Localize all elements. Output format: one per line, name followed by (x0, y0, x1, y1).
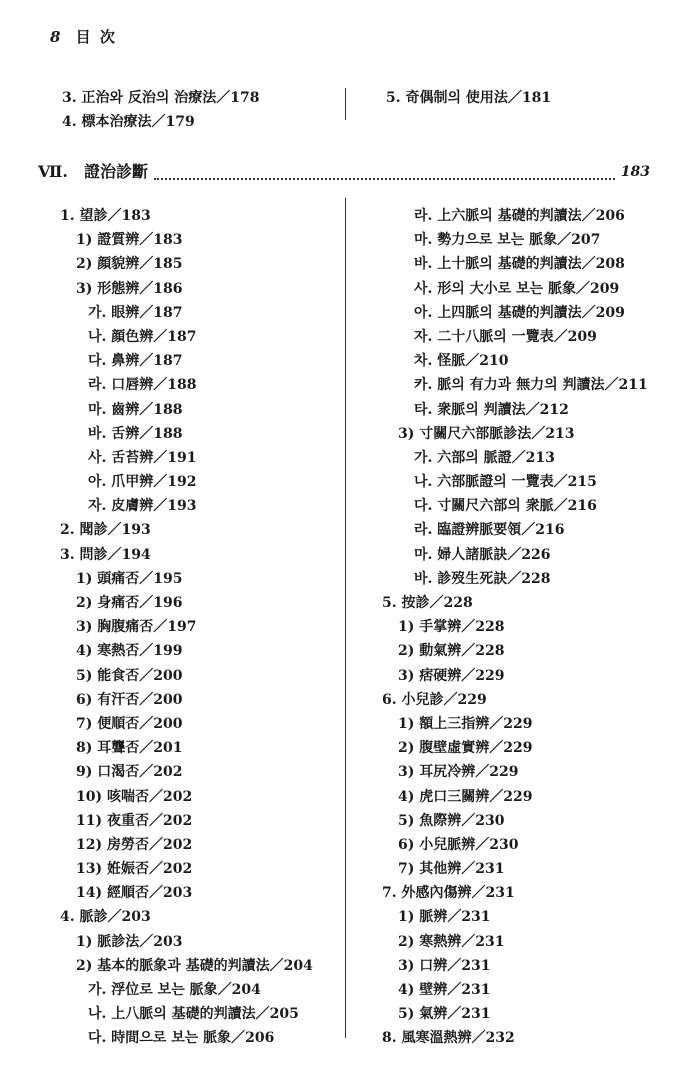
toc-entry: 차. 怪脈／210 (414, 353, 509, 370)
toc-entry: 4) 壁辨／231 (398, 982, 491, 998)
toc-entry: 4) 寒熱否／199 (76, 643, 183, 660)
header-title: 目 次 (75, 28, 117, 46)
toc-entry: 3) 痞硬辨／229 (398, 667, 505, 684)
toc-entry: 11) 夜重否／202 (76, 812, 193, 829)
toc-entry: 다. 時間으로 보는 脈象／206 (88, 1030, 275, 1047)
toc-entry: 3. 問診／194 (60, 546, 151, 563)
toc-entry: 가. 浮位로 보는 脈象／204 (88, 982, 261, 998)
toc-entry: 바. 上十脈의 基礎的判讀法／208 (414, 256, 625, 273)
toc-entry: 6) 小兒脈辨／230 (398, 836, 519, 853)
toc-entry: 아. 爪甲辨／192 (88, 474, 197, 491)
toc-entry: 8) 耳聾否／201 (76, 740, 183, 757)
page-header (50, 26, 117, 47)
chapter-heading (38, 158, 650, 186)
toc-entry: 5. 按診／228 (382, 595, 473, 611)
toc-entry: 1) 證質辨／183 (76, 232, 183, 249)
toc-entry: 라. 上六脈의 基礎的判讀法／206 (414, 208, 625, 224)
toc-entry: 자. 皮膚辨／193 (88, 498, 197, 515)
toc-entry: 사. 舌苔辨／191 (88, 449, 197, 466)
toc-entry: 7) 其他辨／231 (398, 861, 505, 878)
toc-entry: 10) 咳喘否／202 (76, 788, 193, 805)
toc-entry: 13) 姙娠否／202 (76, 861, 193, 878)
toc-entry: 다. 鼻辨／187 (88, 353, 183, 370)
toc-entry: 2) 身痛否／196 (76, 595, 183, 611)
toc-entry: 마. 勢力으로 보는 脈象／207 (414, 232, 601, 249)
toc-entry: 1) 手掌辨／228 (398, 619, 505, 636)
toc-entry: 2) 顔貌辨／185 (76, 256, 183, 273)
toc-entry: 2. 聞診／193 (60, 522, 151, 539)
toc-entry: 라. 口唇辨／188 (88, 377, 197, 394)
toc-entry: 2) 寒熱辨／231 (398, 933, 505, 950)
toc-entry: 자. 二十八脈의 一覽表／209 (414, 328, 597, 345)
toc-entry: 14) 經順否／203 (76, 885, 193, 902)
toc-entry: 5) 能食否／200 (76, 667, 183, 684)
toc-entry: 마. 婦人諸脈訣／226 (414, 546, 551, 563)
toc-entry: 12) 房勞否／202 (76, 836, 193, 853)
toc-entry: 7) 便順否／200 (76, 715, 183, 732)
column-divider-top (345, 88, 346, 120)
toc-entry: 3) 口辨／231 (398, 957, 491, 974)
toc-entry: 바. 診歿生死訣／228 (414, 570, 551, 587)
toc-entry: 9) 口渴否／202 (76, 764, 183, 781)
toc-entry: 7. 外感內傷辨／231 (382, 885, 515, 902)
toc-entry: 4. 脈診／203 (60, 909, 151, 926)
toc-entry: 3) 耳尻冷辨／229 (398, 764, 519, 781)
toc-entry: 라. 臨證辨脈要領／216 (414, 522, 565, 539)
right-column (352, 204, 700, 1051)
top-entries-left (62, 86, 260, 134)
toc-entry: 1) 額上三指辨／229 (398, 715, 533, 732)
toc-entry: 4) 虎口三關辨／229 (398, 788, 533, 805)
chapter-number: Ⅶ. (38, 162, 68, 181)
toc-entry: 4. 標本治療法／179 (62, 114, 195, 131)
toc-entry: 아. 上四脈의 基礎的判讀法／209 (414, 304, 625, 321)
toc-entry: 나. 顔色辨／187 (88, 328, 197, 345)
chapter-page: 183 (620, 164, 650, 180)
toc-entry: 3) 寸關尺六部脈診法／213 (398, 425, 575, 442)
toc-entry: 바. 舌辨／188 (88, 425, 183, 442)
dot-leader (154, 164, 615, 180)
top-entries-right (386, 86, 551, 110)
toc-entry: 5) 氣辨／231 (398, 1006, 491, 1023)
toc-entry: 나. 六部脈證의 一覽表／215 (414, 474, 597, 491)
toc-entry: 2) 腹壁虛實辨／229 (398, 740, 533, 757)
toc-entry: 2) 基本的脈象과 基礎的判讀法／204 (76, 957, 313, 974)
toc-entry: 6) 有汗否／200 (76, 691, 183, 708)
toc-entry: 1) 脈診法／203 (76, 933, 183, 950)
toc-entry: 5. 奇偶制의 使用法／181 (386, 90, 552, 106)
toc-entry: 가. 六部의 脈證／213 (414, 449, 555, 466)
column-divider (345, 198, 346, 1038)
chapter-title: 證治診斷 (83, 162, 148, 181)
toc-entry: 가. 眼辨／187 (88, 304, 183, 321)
left-column (0, 204, 345, 1051)
toc-entry: 8. 風寒溫熱辨／232 (382, 1030, 515, 1047)
toc-entry: 마. 齒辨／188 (88, 401, 183, 418)
toc-entry: 나. 上八脈의 基礎的判讀法／205 (88, 1006, 299, 1023)
toc-entry: 사. 形의 大小로 보는 脈象／209 (414, 280, 620, 297)
toc-entry: 다. 寸關尺六部의 衆脈／216 (414, 498, 597, 515)
toc-entry: 3. 正治와 反治의 治療法／178 (62, 90, 260, 106)
toc-entry: 타. 衆脈의 判讀法／212 (414, 401, 569, 418)
toc-entry: 1) 頭痛否／195 (76, 570, 183, 587)
toc-entry: 3) 胸腹痛否／197 (76, 619, 197, 636)
toc-entry: 1) 脈辨／231 (398, 909, 491, 926)
toc-entry: 2) 動氣辨／228 (398, 643, 505, 660)
toc-entry: 6. 小兒診／229 (382, 691, 487, 708)
page-number: 8 (50, 28, 63, 46)
toc-entry: 3) 形態辨／186 (76, 280, 183, 297)
toc-entry: 1. 望診／183 (60, 208, 151, 224)
toc-entry: 카. 脈의 有力과 無力의 判讀法／211 (414, 377, 648, 394)
toc-entry: 5) 魚際辨／230 (398, 812, 505, 829)
